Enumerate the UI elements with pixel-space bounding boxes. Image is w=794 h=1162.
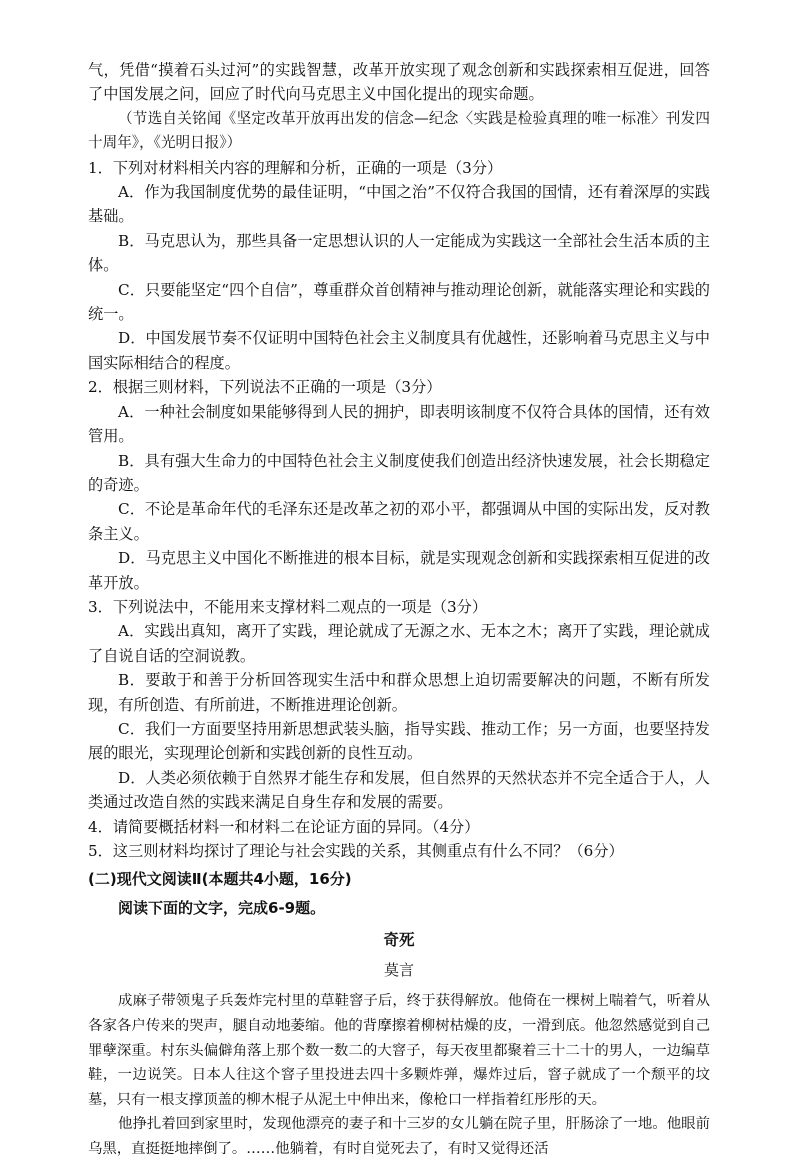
question-4-stem: 4．请简要概括材料一和材料二在论证方面的异同。（4分） [88, 817, 480, 836]
option-d: D．人类必须依赖于自然界才能生存和发展，但自然界的天然状态并不完全适合于人，人类通过改造自然的实践来满足自身生存和发展的需要。 [88, 768, 710, 812]
question-stem: 3．下列说法中，不能用来支撑材料二观点的一项是（3分） [88, 597, 488, 616]
source-citation: （节选自关铭闻《坚定改革开放再出发的信念—纪念〈实践是检验真理的唯一标准〉刊发四十周年》，《光明日报》） [88, 109, 710, 152]
option-c: C．不论是革命年代的毛泽东还是改革之初的邓小平，都强调从中国的实际出发，反对教条主义。 [88, 500, 710, 543]
option-b: B．要敢于和善于分析回答现实生活中和群众思想上迫切需要解决的问题，不断有所发现，有所创造、有所前进，不断推进理论创新。 [88, 671, 710, 714]
question-stem: 2．根据三则材料，下列说法不正确的一项是（3分） [88, 378, 442, 397]
option-a: A．作为我国制度优势的最佳证明，“中国之治”不仅符合我国的国情，还有着深厚的实践基础。 [88, 183, 710, 226]
option-c: C．只要能坚定“四个自信”，尊重群众首创精神与推动理论创新，就能落实理论和实践的统一。 [88, 280, 710, 324]
section-header: (二)现代文阅读Ⅱ(本题共4小题，16分) [88, 870, 352, 889]
option-d: D．马克思主义中国化不断推进的根本目标，就是实现观念创新和实践探索相互促进的改革开放。 [88, 549, 710, 592]
question-2 [88, 375, 710, 595]
question-5-stem: 5．这三则材料均探讨了理论与社会实践的关系，其侧重点有什么不同？（6分） [88, 842, 624, 860]
question-3 [88, 595, 710, 815]
story-paragraph: 他挣扎着回到家里时，发现他漂亮的妻子和十三岁的女儿躺在院子里，肝肠涂了一地。他眼前乌黑，直挺挺地摔倒了。……他躺着，有时自觉死去了，有时又觉得还活 [88, 1116, 710, 1157]
document-page [88, 58, 710, 1162]
option-c: C．我们一方面要坚持用新思想武装头脑，指导实践、推动工作；另一方面，也要坚持发展的眼光，实现理论创新和实践创新的良性互动。 [88, 719, 710, 763]
story-title: 奇死 [383, 931, 415, 950]
question-stem: 1．下列对材料相关内容的理解和分析，正确的一项是（3分） [88, 158, 503, 177]
question-1 [88, 156, 710, 376]
option-a: A．实践出真知，离开了实践，理论就成了无源之水、无本之木；离开了实践，理论就成了自说自话的空洞说教。 [88, 622, 710, 665]
option-b: B．具有强大生命力的中国特色社会主义制度使我们创造出经济快速发展，社会长期稳定的奇迹。 [88, 451, 710, 494]
option-d: D．中国发展节奏不仅证明中国特色社会主义制度具有优越性，还影响着马克思主义与中国实际相结合的程度。 [88, 329, 710, 372]
story-paragraph: 成麻子带领鬼子兵轰炸完村里的草鞋窨子后，终于获得解放。他倚在一棵树上喘着气，听着从各家各户传来的哭声，腿自动地萎缩。他的背摩擦着柳树枯燥的皮，一滑到底。他忽然感觉到自己罪孽深重。村东头偏僻角落上那个数一数二的大窨子，每天夜里都聚着三十二十的男人，一边编草鞋，一边说笑。日本人往这个窨子里投进去四十多颗炸弹，爆炸过后，窨子就成了一个颓平的坟墓，只有一根支撑顶盖的柳木棍子从泥土中伸出来，像枪口一样指着红彤彤的天。 [88, 993, 710, 1108]
story-author: 莫言 [383, 961, 414, 980]
reading-instruction: 阅读下面的文字，完成6-9题。 [118, 899, 326, 918]
intro-paragraph: 气，凭借“摸着石头过河”的实践智慧，改革开放实现了观念创新和实践探索相互促进，回答了中国发展之问，回应了时代向马克思主义中国化提出的现实命题。 [88, 61, 710, 104]
option-a: A．一种社会制度如果能够得到人民的拥护，即表明该制度不仅符合具体的国情，还有效管用。 [88, 402, 710, 446]
option-b: B．马克思认为，那些具备一定思想认识的人一定能成为实践这一全部社会生活本质的主体。 [88, 231, 710, 275]
